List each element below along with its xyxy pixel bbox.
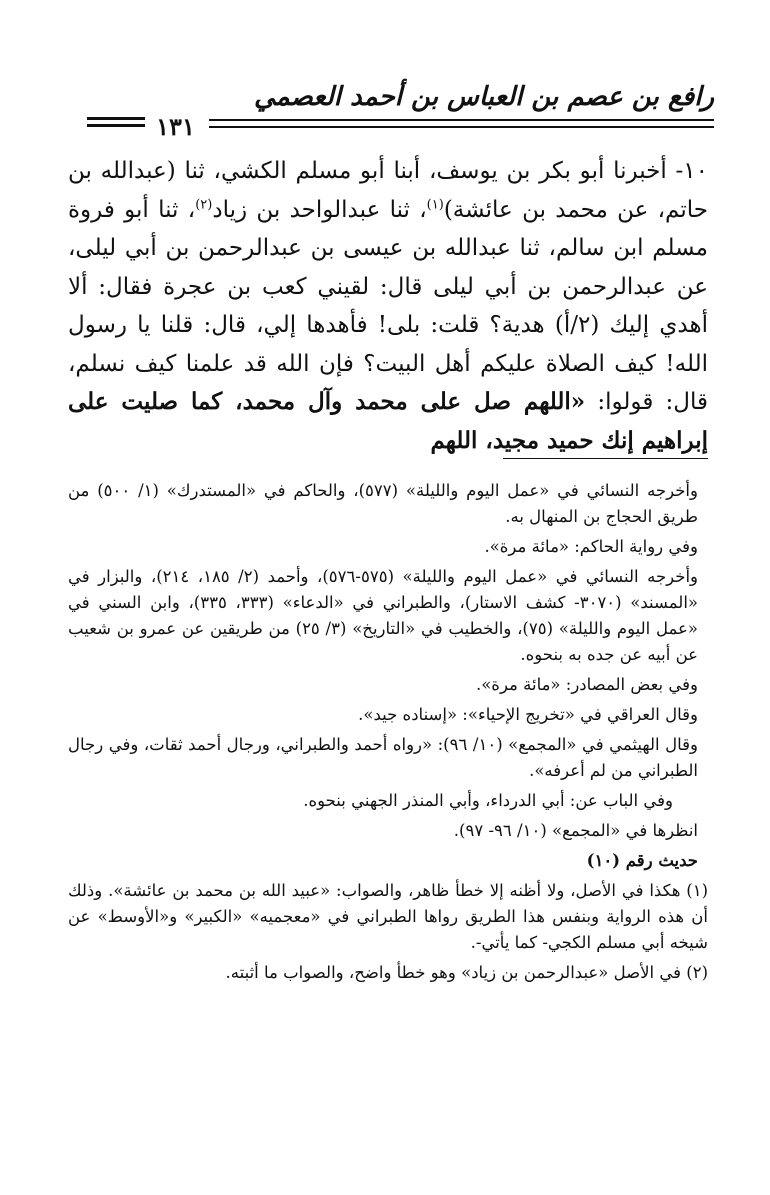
hadith-text-bold: «اللهم صل على محمد وآل محمد، كما صليت على إبراهيم إنك حميد مجيد، اللهم	[68, 388, 708, 454]
header-rule	[209, 119, 714, 121]
note-bab: وفي الباب عن: أبي الدرداء، وأبي المنذر الجهني بنحوه.	[303, 791, 673, 810]
running-header-title: رافع بن عصم بن العباس بن أحمد العصمي	[254, 82, 714, 112]
hadith-number-heading: حديث رقم (١٠)	[586, 851, 698, 870]
page-number: ١٣١	[156, 112, 195, 141]
header-rule-left-lower	[87, 124, 145, 127]
note-takhrij-1: وأخرجه النسائي في «عمل اليوم والليلة» (٥٧٧)، والحاكم في «المستدرك» (١/ ٥٠٠) من طريق الحجاج بن المنهال به.	[68, 481, 698, 526]
note-iraqi: وقال العراقي في «تخريج الإحياء»: «إسناده جيد».	[358, 705, 698, 724]
header-rule-lower	[209, 126, 714, 128]
main-text	[68, 152, 708, 460]
footnote-ref-2: (٢)	[195, 196, 213, 212]
note-majma: انظرها في «المجمع» (١٠/ ٩٦- ٩٧).	[453, 821, 698, 840]
footnote-separator	[503, 458, 708, 459]
footnotes	[68, 478, 708, 990]
note-sources: وفي بعض المصادر: «مائة مرة».	[475, 675, 698, 694]
hadith-text-c: ، ثنا أبو فروة مسلم ابن سالم، ثنا عبدالله بن عيسى بن عبدالرحمن بن أبي ليلى، عن عبدالرحمن بن أبي ليلى قال: لقيني كعب بن عجرة فقال: ألا أهدي إليك (٢/أ) هدية؟ قلت: بلى! فأهدها إلي، قال: قلنا يا رسول الله! كيف الصلاة عليكم أهل البيت؟ فإن الله قد علمنا كيف نسلم، قال: قولوا:	[68, 196, 708, 415]
hadith-paragraph	[68, 152, 708, 460]
note-takhrij-2: وأخرجه النسائي في «عمل اليوم والليلة» (٥٧٥-٥٧٦)، وأحمد (٢/ ١٨٥، ٢١٤)، والبزار في «المسند» (٣٠٧٠- كشف الاستار)، والطبراني في «الدعاء» (٣٣٣، ٣٣٥)، وابن السني في «عمل اليوم والليلة» (٧٥)، والخطيب في «التاريخ» (٣/ ٢٥) من طريقين عن عمرو بن شعيب عن أبيه عن جده به بنحوه.	[68, 567, 699, 664]
note-hakim: وفي رواية الحاكم: «مائة مرة».	[484, 537, 698, 556]
hadith-text-a: ١٠- أخبرنا أبو بكر بن يوسف، أبنا أبو مسلم الكشي، ثنا (عبدالله بن حاتم، عن محمد بن عائشة)	[68, 158, 708, 223]
footnote-ref-1: (١)	[426, 196, 444, 212]
footnote-1: (١) هكذا في الأصل، ولا أظنه إلا خطأ ظاهر، والصواب: «عبيد الله بن محمد بن عائشة». وذلك أن هذه الرواية وبنفس هذا الطريق رواها الطبراني في «معجميه» «الكبير» و«الأوسط» عن شيخه أبي مسلم الكجي- كما يأتي-.	[68, 881, 708, 952]
hadith-text-b: ، ثنا عبدالواحد بن زياد	[212, 196, 427, 223]
header-rule-left	[87, 117, 145, 120]
footnote-2: (٢) في الأصل «عبدالرحمن بن زياد» وهو خطأ واضح، والصواب ما أثبته.	[225, 963, 708, 982]
note-haythami: وقال الهيثمي في «المجمع» (١٠/ ٩٦): «رواه أحمد والطبراني، ورجال أحمد ثقات، وفي رجال الطبراني من لم أعرفه».	[68, 735, 699, 780]
